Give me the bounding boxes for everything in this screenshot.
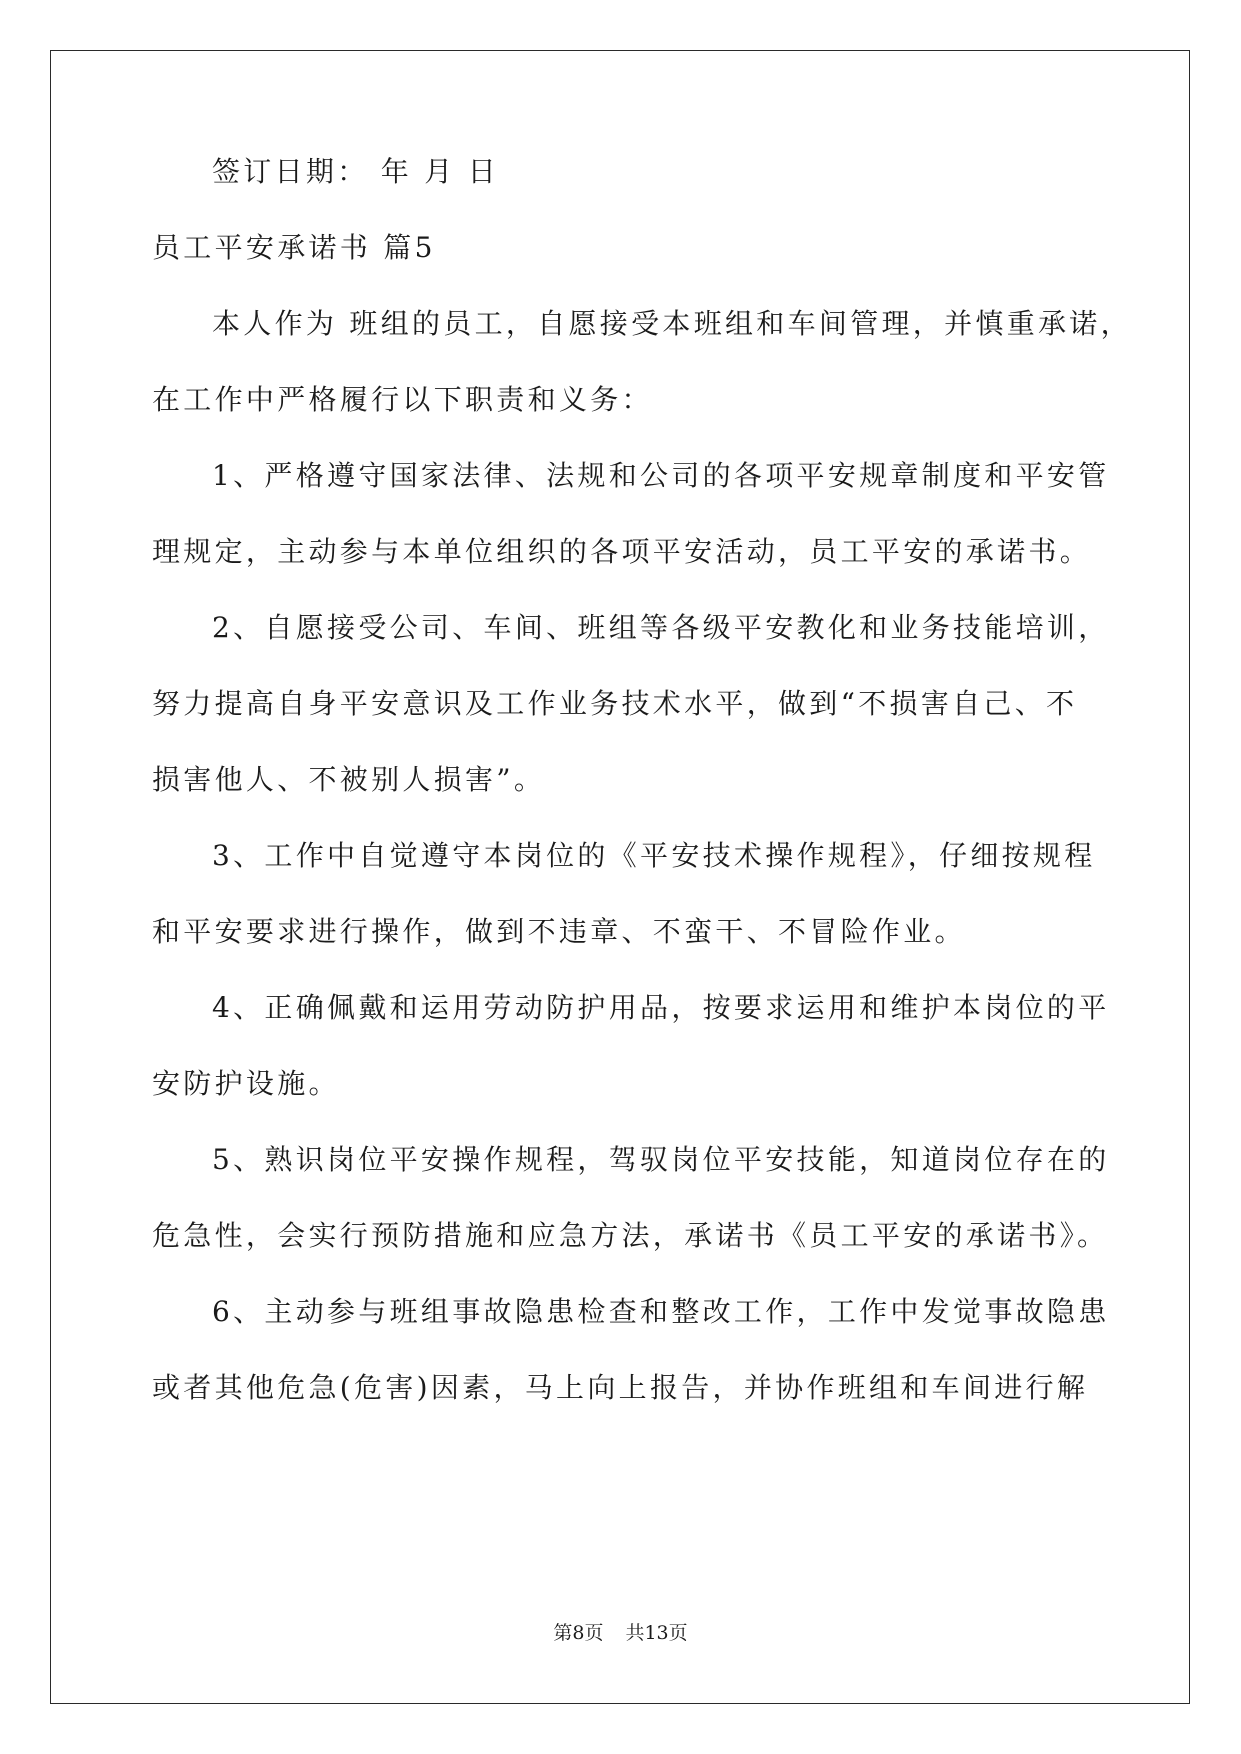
paragraph-line: 3、工作中自觉遵守本岗位的《平安技术操作规程》，仔细按规程	[212, 839, 1096, 872]
paragraph-line: 在工作中严格履行以下职责和义务：	[152, 383, 653, 416]
paragraph-line: 安防护设施。	[152, 1067, 340, 1100]
paragraph-line: 理规定，主动参与本单位组织的各项平安活动，员工平安的承诺书。	[152, 535, 1092, 568]
paragraph-line: 1、严格遵守国家法律、法规和公司的各项平安规章制度和平安管	[212, 459, 1110, 492]
page-total: 共13页	[625, 1622, 688, 1644]
page-footer	[0, 1620, 1241, 1646]
paragraph-line: 危急性，会实行预防措施和应急方法，承诺书《员工平安的承诺书》。	[152, 1219, 1109, 1252]
paragraph-line: 损害他人、不被别人损害”。	[152, 763, 546, 796]
paragraph-line: 2、自愿接受公司、车间、班组等各级平安教化和业务技能培训，	[212, 611, 1110, 644]
paragraph-line: 本人作为 班组的员工，自愿接受本班组和车间管理，并慎重承诺，	[212, 307, 1132, 340]
signing-date-line: 签订日期： 年 月 日	[212, 155, 500, 188]
page-number: 第8页	[553, 1622, 604, 1644]
paragraph-line: 6、主动参与班组事故隐患检查和整改工作，工作中发觉事故隐患	[212, 1295, 1110, 1328]
page-border	[50, 50, 1190, 1704]
paragraph-line: 5、熟识岗位平安操作规程，驾驭岗位平安技能，知道岗位存在的	[212, 1143, 1110, 1176]
paragraph-line: 努力提高自身平安意识及工作业务技术水平，做到“不损害自己、不	[152, 687, 1078, 720]
paragraph-line: 4、正确佩戴和运用劳动防护用品，按要求运用和维护本岗位的平	[212, 991, 1110, 1024]
paragraph-line: 和平安要求进行操作，做到不违章、不蛮干、不冒险作业。	[152, 915, 966, 948]
section-title: 员工平安承诺书 篇5	[152, 231, 436, 264]
paragraph-line: 或者其他危急(危害)因素，马上向上报告，并协作班组和车间进行解	[152, 1371, 1089, 1404]
